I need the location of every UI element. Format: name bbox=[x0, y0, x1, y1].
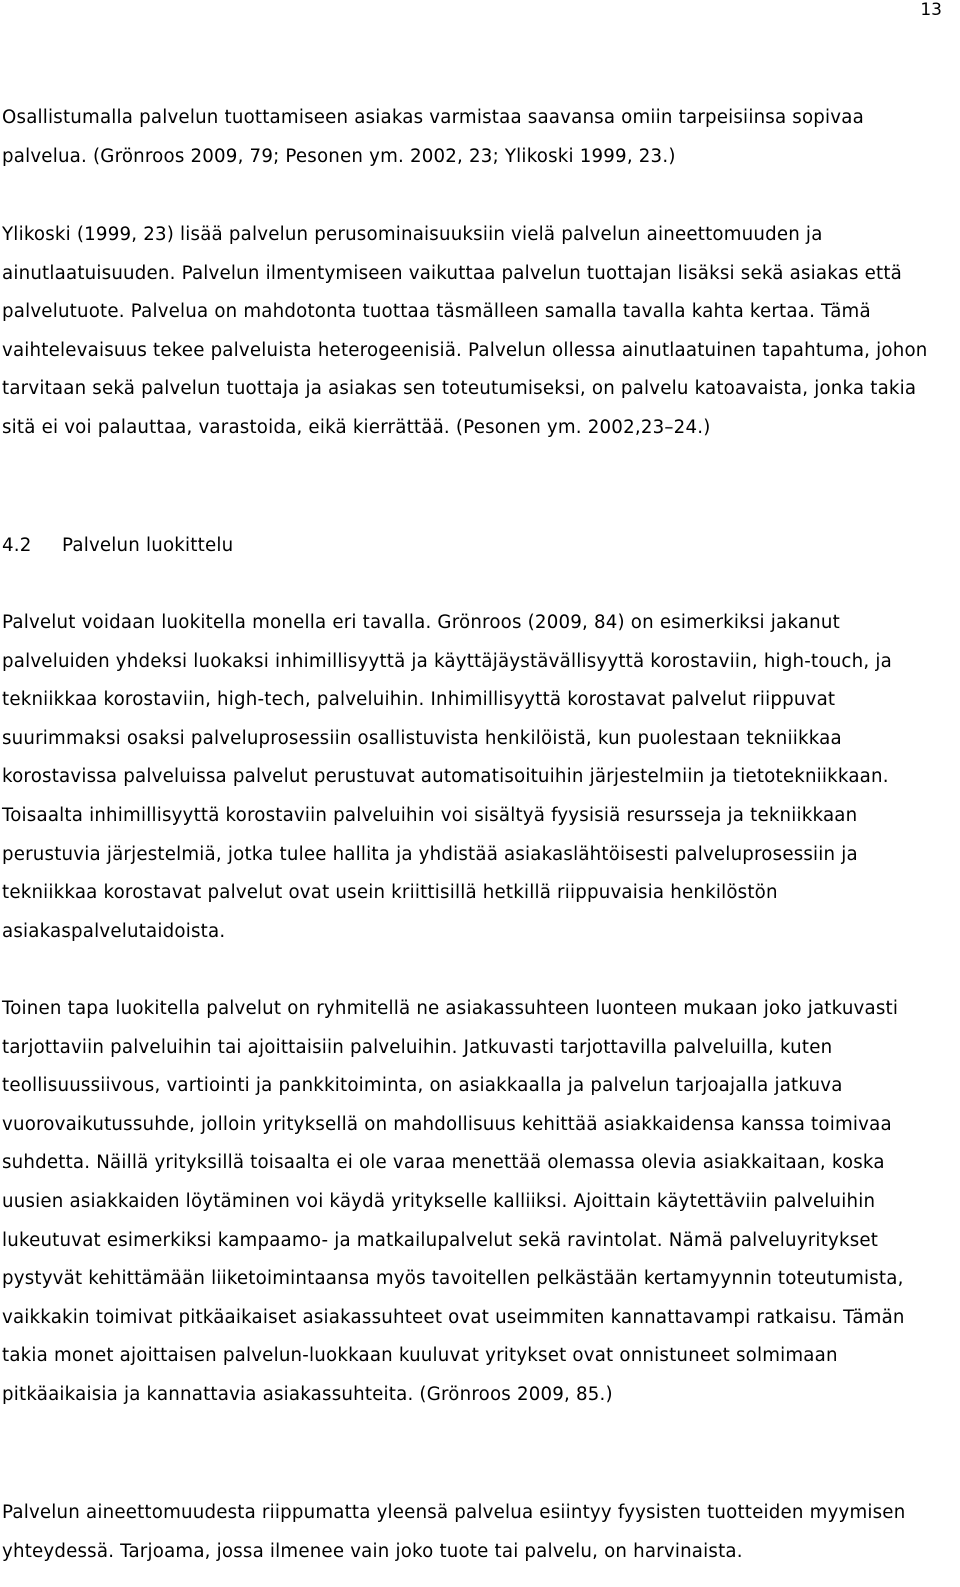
section-heading bbox=[2, 527, 233, 565]
paragraph-customer-relationship: Toinen tapa luokitella palvelut on ryhmitellä ne asiakassuhteen luonteen mukaan joko jatkuvasti tarjottaviin palveluihin tai ajoittaisiin palveluihin. Jatkuvasti tarjottavilla palveluilla, kuten teollisuussiivous, vartiointi ja pankkitoiminta, on asiakkaalla ja palvelun tarjoajalla jatkuva vuorovaikutussuhde, jolloin yrityksellä on mahdollisuus kehittää asiakkaidensa kanssa toimivaa suhdetta. Näillä yrityksillä toisaalta ei ole varaa menettää olemassa olevia asiakkaitaan, koska uusien asiakkaiden löytäminen voi käydä yritykselle kalliiksi. Ajoittain käytettäviin palveluihin lukeutuvat esimerkiksi kampaamo- ja matkailupalvelut sekä ravintolat. Nämä palveluyritykset pystyvät kehittämään liiketoimintaansa myös tavoitellen pelkästään kertamyynnin toteutumista, vaikkakin toimivat pitkäaikaiset asiakassuhteet ovat useimmiten kannattavampi ratkaisu. Tämän takia monet ajoittaisen palvelun-luokkaan kuuluvat yritykset ovat onnistuneet solmimaan pitkäaikaisia ja kannattavia asiakassuhteita. (Grönroos 2009, 85.) bbox=[2, 998, 905, 1405]
paragraph-classification: Palvelut voidaan luokitella monella eri tavalla. Grönroos (2009, 84) on esimerkiksi jakanut palveluiden yhdeksi luokaksi inhimillisyyttä ja käyttäjäystävällisyyttä korostaviin, high-touch, ja tekniikkaa korostaviin, high-tech, palveluihin. Inhimillisyyttä korostavat palvelut riippuvat suurimmaksi osaksi palveluprosessiin osallistuvista henkilöistä, kun puolestaan tekniikkaa korostavissa palveluissa palvelut perustuvat automatisoituihin järjestelmiin ja tietotekniikkaan. Toisaalta inhimillisyyttä korostaviin palveluihin voi sisältyä fyysisiä resursseja ja tekniikkaan perustuvia järjestelmiä, jotka tulee hallita ja yhdistää asiakaslähtöisesti palveluprosessiin ja tekniikkaa korostavat palvelut ovat usein kriittisillä hetkillä riippuvaisia henkilöstön asiakaspalvelutaidoista. bbox=[2, 612, 892, 942]
section-number: 4.2 bbox=[2, 535, 32, 556]
section-title: Palvelun luokittelu bbox=[62, 535, 234, 556]
page-number: 13 bbox=[920, 0, 942, 20]
paragraph-intangibility: Palvelun aineettomuudesta riippumatta yleensä palvelua esiintyy fyysisten tuotteiden myymisen yhteydessä. Tarjoama, jossa ilmenee vain joko tuote tai palvelu, on harvinaista. bbox=[2, 1502, 906, 1562]
paragraph-characteristics: Ylikoski (1999, 23) lisää palvelun perusominaisuuksiin vielä palvelun aineettomuuden ja ainutlaatuisuuden. Palvelun ilmentymiseen vaikuttaa palvelun tuottajan lisäksi sekä asiakas että palvelutuote. Palvelua on mahdotonta tuottaa täsmälleen samalla tavalla kahta kertaa. Tämä vaihtelevaisuus tekee palveluista heterogeenisiä. Palvelun ollessa ainutlaatuinen tapahtuma, johon tarvitaan sekä palvelun tuottaja ja asiakas sen toteutumiseksi, on palvelu katoavaista, jonka takia sitä ei voi palauttaa, varastoida, eikä kierrättää. (Pesonen ym. 2002,23–24.) bbox=[2, 224, 928, 438]
paragraph-participation: Osallistumalla palvelun tuottamiseen asiakas varmistaa saavansa omiin tarpeisiinsa sopivaa palvelua. (Grönroos 2009, 79; Pesonen ym. 2002, 23; Ylikoski 1999, 23.) bbox=[2, 107, 864, 167]
